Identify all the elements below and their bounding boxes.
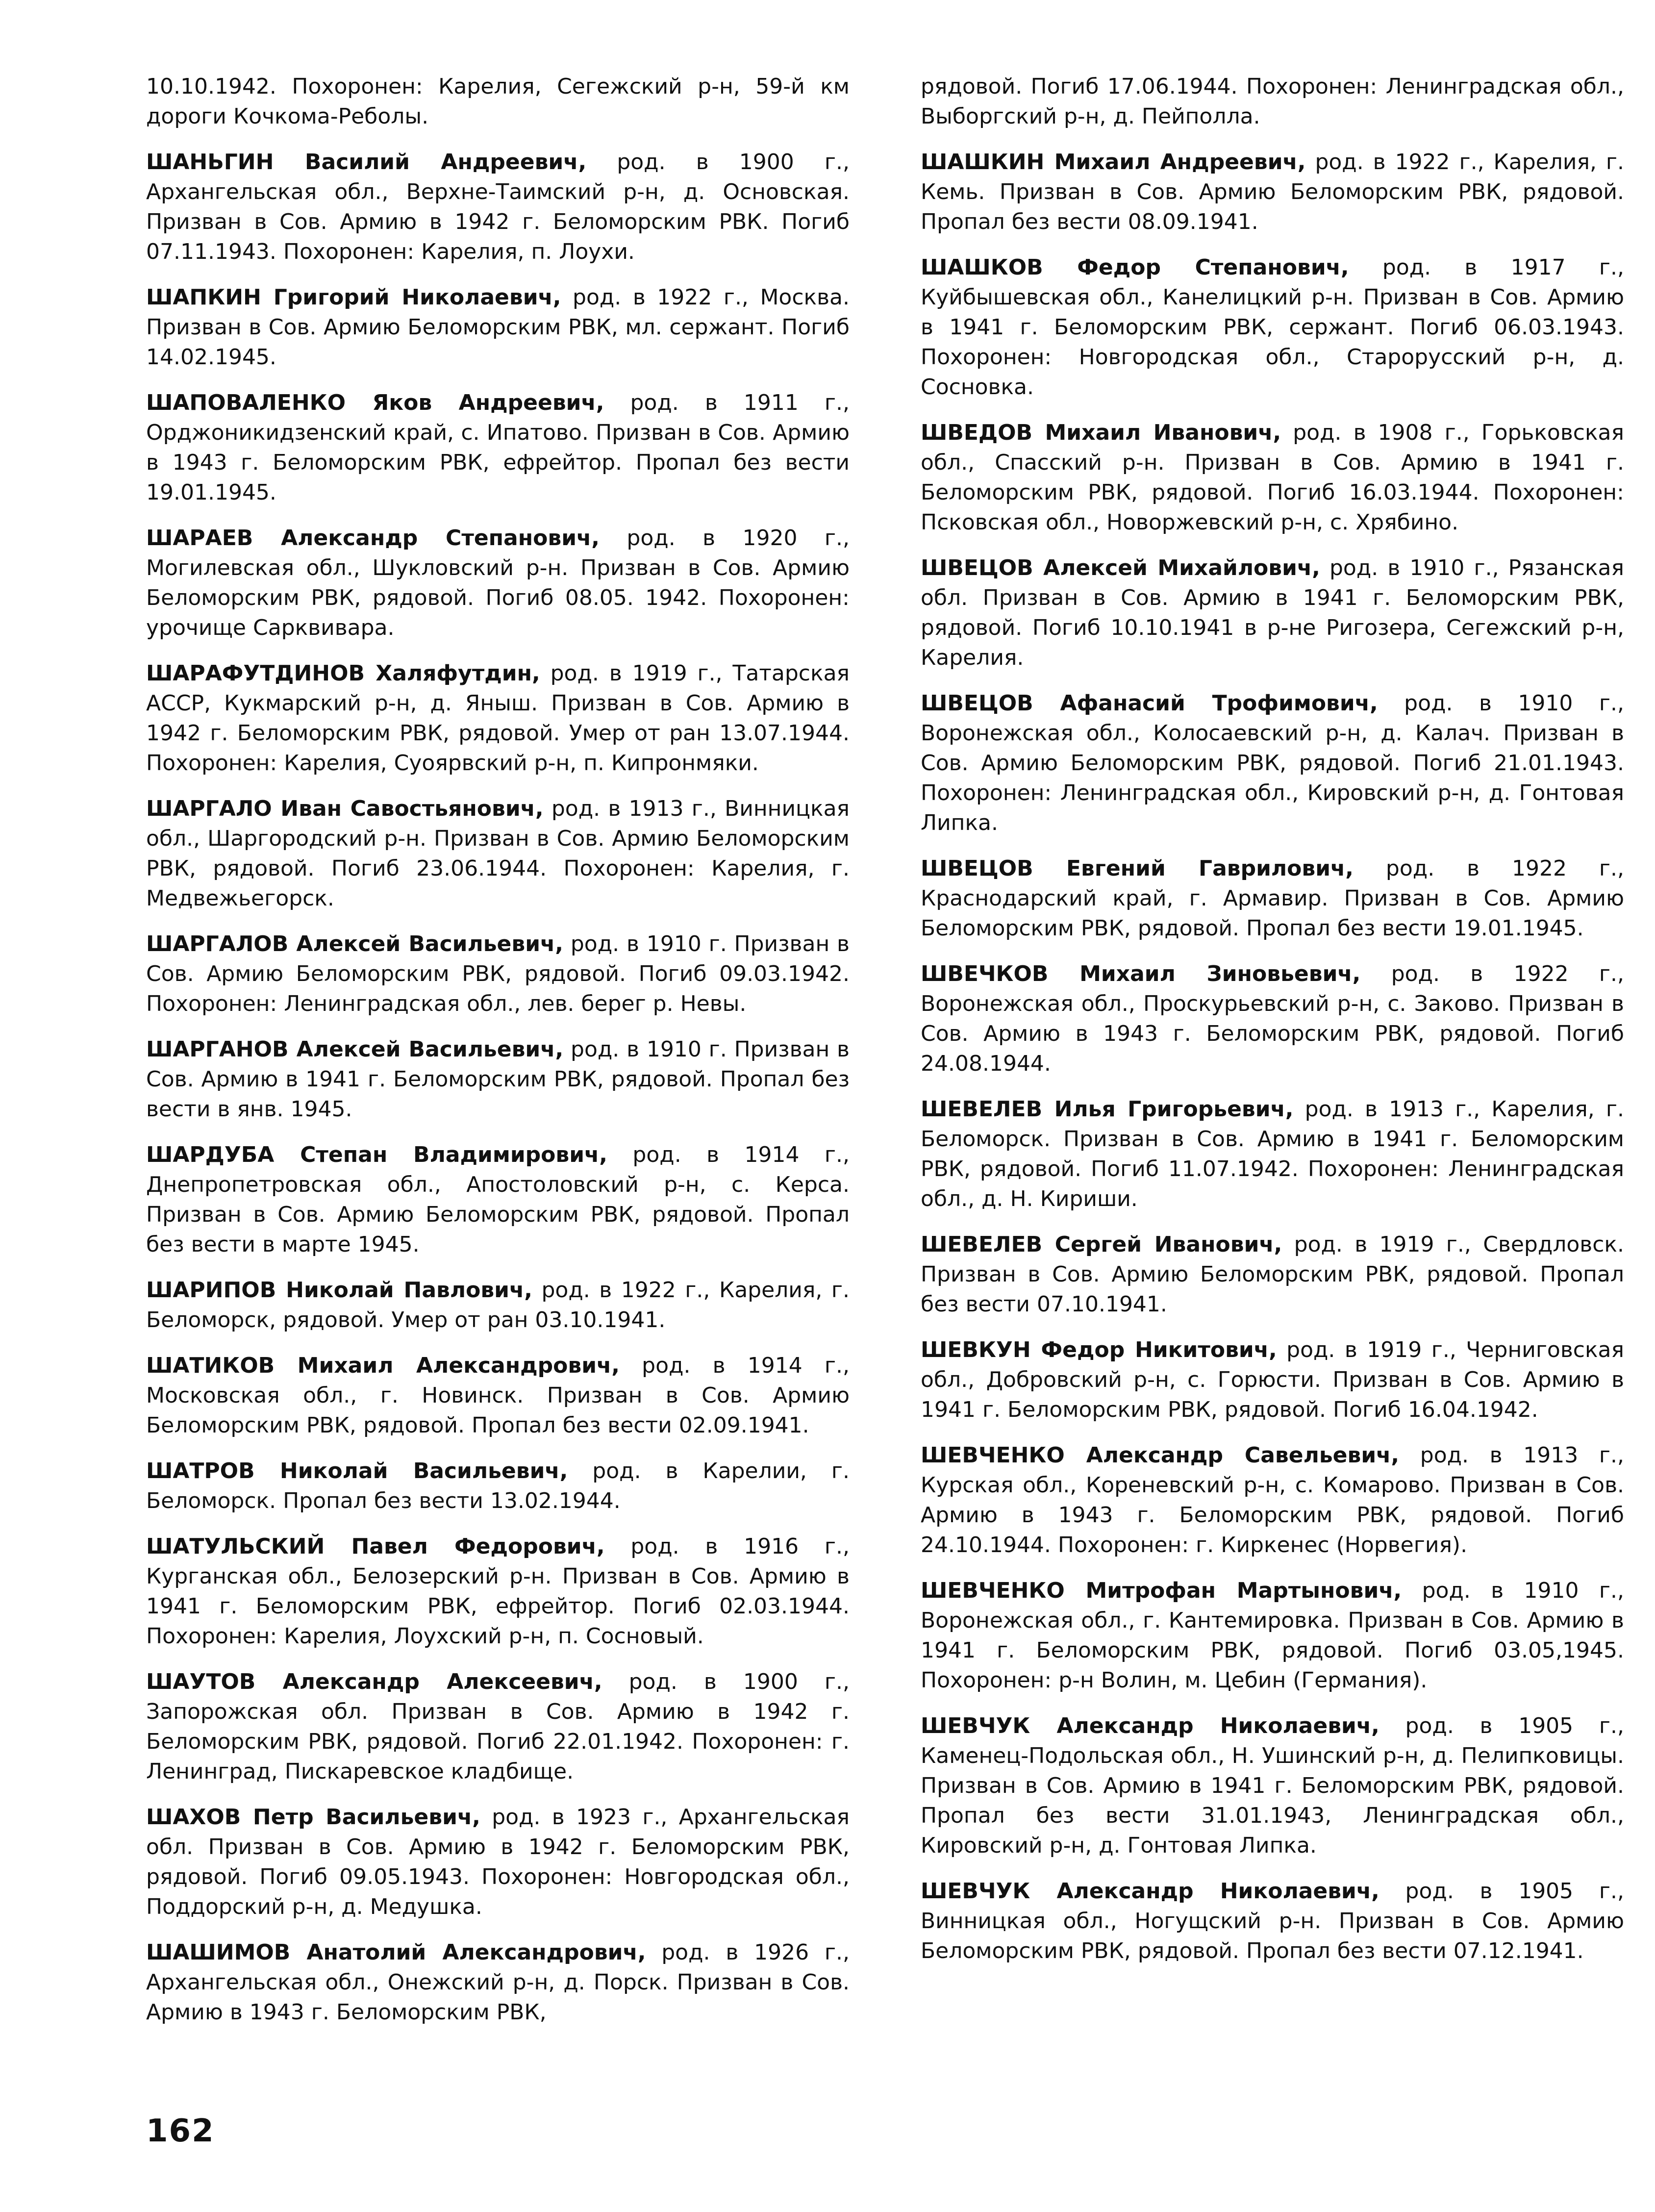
entry-text: род. в 1920 г., Могилевская обл., Шукловский р-н. Призван в Сов. Армию Беломорским РВК, рядовой. Погиб 08.05. 1942. Похоронен: урочище Сарквивара.	[146, 526, 850, 640]
entry	[146, 523, 850, 643]
entry-name: ШАПОВАЛЕНКО Яков Андреевич,	[146, 390, 604, 415]
entry	[146, 1667, 850, 1786]
entry	[921, 1230, 1624, 1319]
entry-text: род. в 1919 г., Свердловск. Призван в Сов. Армию Беломорским РВК, рядовой. Пропал без вести 07.10.1941.	[921, 1232, 1624, 1317]
entry-name: ШЕВЕЛЕВ Сергей Иванович,	[921, 1232, 1282, 1257]
right-column	[921, 72, 1624, 1982]
entry-text: род. в 1922 г., Краснодарский край, г. Армавир. Призван в Сов. Армию Беломорским РВК, рядовой. Пропал без вести 19.01.1945.	[921, 856, 1624, 941]
entry-name: ШЕВЧУК Александр Николаевич,	[921, 1713, 1379, 1738]
entry-text: род. в 1913 г., Винницкая обл., Шаргородский р-н. Призван в Сов. Армию Беломорским РВК, рядовой. Погиб 23.06.1944. Похоронен: Карелия, г. Медвежьегорск.	[146, 796, 850, 911]
entry-text: род. в 1922 г., Воронежская обл., Проскурьевский р-н, с. Заково. Призван в Сов. Армию в 1943 г. Беломорским РВК, рядовой. Погиб 24.08.1944.	[921, 961, 1624, 1076]
entry-name: ШАРАЕВ Александр Степанович,	[146, 526, 600, 551]
entry-text: род. в 1910 г. Призван в Сов. Армию Беломорским РВК, рядовой. Погиб 09.03.1942. Похоронен: Ленинградская обл., лев. берег р. Невы.	[146, 931, 850, 1016]
entry-text: род. в 1923 г., Архангельская обл. Призван в Сов. Армию в 1942 г. Беломорским РВК, рядовой. Погиб 09.05.1943. Похоронен: Новгородская обл., Поддорский р-н, д. Медушка.	[146, 1805, 850, 1919]
entry	[146, 282, 850, 372]
entry	[921, 854, 1624, 943]
page-number: 162	[146, 2113, 215, 2149]
entry-text: род. в 1914 г., Днепропетровская обл., Апостоловский р-н, с. Керса. Призван в Сов. Армию Беломорским РВК, рядовой. Пропал без вести в марте 1945.	[146, 1142, 850, 1257]
entry-name: ШВЕЦОВ Алексей Михайлович,	[921, 555, 1320, 580]
entry-name: ШАТУЛЬСКИЙ Павел Федорович,	[146, 1534, 605, 1559]
entry-name: ШАУТОВ Александр Алексеевич,	[146, 1669, 602, 1694]
entry	[921, 1576, 1624, 1695]
entry-text: 10.10.1942. Похоронен: Карелия, Сегежский р-н, 59-й км дороги Кочкома-Реболы.	[146, 74, 850, 129]
left-column	[146, 72, 850, 2043]
entry-text: род. в 1916 г., Курганская обл., Белозерский р-н. Призван в Сов. Армию в 1941 г. Беломорским РВК, ефрейтор. Погиб 02.03.1944. Похоронен: Карелия, Лоухский р-н, п. Сосновый.	[146, 1534, 850, 1649]
entry	[146, 1456, 850, 1516]
entry-text: род. в 1919 г., Черниговская обл., Добровский р-н, с. Горюсти. Призван в Сов. Армию в 1941 г. Беломорским РВК, рядовой. Погиб 16.04.1942.	[921, 1337, 1624, 1422]
entry-name: ШАХОВ Петр Васильевич,	[146, 1805, 480, 1830]
entry-text: род. в 1910 г., Рязанская обл. Призван в Сов. Армию в 1941 г. Беломорским РВК, рядовой. Погиб 10.10.1941 в р-не Ригозера, Сегежский р-н, Карелия.	[921, 555, 1624, 670]
entry	[921, 688, 1624, 838]
entry	[921, 1876, 1624, 1966]
entry-name: ШАРИПОВ Николай Павлович,	[146, 1278, 532, 1303]
entry-text: род. в 1919 г., Татарская АССР, Кукмарский р-н, д. Яныш. Призван в Сов. Армию в 1942 г. Беломорским РВК, рядовой. Умер от ран 13.07.1944. Похоронен: Карелия, Суоярвский р-н, п. Кипронмяки.	[146, 661, 850, 776]
entry-text: род. в 1926 г., Архангельская обл., Онежский р-н, д. Порск. Призван в Сов. Армию в 1943 г. Беломорским РВК,	[146, 1940, 850, 2025]
entry-text: род. в 1913 г., Карелия, г. Беломорск. Призван в Сов. Армию в 1941 г. Беломорским РВК, рядовой. Погиб 11.07.1942. Похоронен: Ленинградская обл., д. Н. Кириши.	[921, 1097, 1624, 1211]
entry	[921, 1335, 1624, 1425]
entry-text: род. в 1913 г., Курская обл., Кореневский р-н, с. Комарово. Призван в Сов. Армию в 1943 г. Беломорским РВК, рядовой. Погиб 24.10.1944. Похоронен: г. Киркенес (Норвегия).	[921, 1443, 1624, 1558]
entry-name: ШАРГАНОВ Алексей Васильевич,	[146, 1037, 564, 1062]
entry-name: ШАТИКОВ Михаил Александрович,	[146, 1353, 620, 1378]
entry-name: ШВЕЧКОВ Михаил Зиновьевич,	[921, 961, 1361, 986]
entry	[146, 147, 850, 267]
entry	[146, 794, 850, 913]
entry-name: ШЕВЧЕНКО Александр Савельевич,	[921, 1443, 1400, 1468]
entry	[921, 553, 1624, 673]
entry-text: род. в 1905 г., Винницкая обл., Ногущский р-н. Призван в Сов. Армию Беломорским РВК, рядовой. Пропал без вести 07.12.1941.	[921, 1879, 1624, 1963]
entry	[146, 1532, 850, 1651]
entry	[921, 418, 1624, 537]
entry-text: род. в Карелии, г. Беломорск. Пропал без вести 13.02.1944.	[146, 1458, 850, 1513]
entry	[921, 1711, 1624, 1860]
entry-name: ШВЕЦОВ Евгений Гаврилович,	[921, 856, 1354, 881]
entry-text: род. в 1910 г., Воронежская обл., Колосаевский р-н, д. Калач. Призван в Сов. Армию Беломорским РВК, рядовой. Погиб 21.01.1943. Похоронен: Ленинградская обл., Кировский р-н, д. Гонтовая Липка.	[921, 691, 1624, 835]
entry	[146, 72, 850, 131]
entry-name: ШАШИМОВ Анатолий Александрович,	[146, 1940, 646, 1965]
entry-name: ШАПКИН Григорий Николаевич,	[146, 285, 561, 310]
entry-name: ШАНЬГИН Василий Андреевич,	[146, 150, 587, 175]
entry-text: род. в 1900 г., Архангельская обл., Верхне-Таимский р-н, д. Основская. Призван в Сов. Армию в 1942 г. Беломорским РВК. Погиб 07.11.1943. Похоронен: Карелия, п. Лоухи.	[146, 150, 850, 264]
entry-name: ШЕВЧУК Александр Николаевич,	[921, 1879, 1379, 1904]
entry-name: ШАРДУБА Степан Владимирович,	[146, 1142, 607, 1167]
entry-name: ШЕВЕЛЕВ Илья Григорьевич,	[921, 1097, 1294, 1122]
entry	[146, 1275, 850, 1335]
entry-name: ШВЕЦОВ Афанасий Трофимович,	[921, 691, 1378, 716]
entry	[146, 388, 850, 507]
entry-text: род. в 1914 г., Московская обл., г. Новинск. Призван в Сов. Армию Беломорским РВК, рядовой. Пропал без вести 02.09.1941.	[146, 1353, 850, 1438]
entry-name: ШВЕДОВ Михаил Иванович,	[921, 420, 1281, 445]
entry	[921, 72, 1624, 131]
entry-name: ШЕВЧЕНКО Митрофан Мартынович,	[921, 1578, 1402, 1603]
entry-text: род. в 1917 г., Куйбышевская обл., Канелицкий р-н. Призван в Сов. Армию в 1941 г. Беломорским РВК, сержант. Погиб 06.03.1943. Похоронен: Новгородская обл., Старорусский р-н, д. Сосновка.	[921, 255, 1624, 400]
entry-text: род. в 1922 г., Карелия, г. Кемь. Призван в Сов. Армию Беломорским РВК, рядовой. Пропал без вести 08.09.1941.	[921, 150, 1624, 234]
entry-name: ШАТРОВ Николай Васильевич,	[146, 1458, 568, 1483]
entry	[146, 929, 850, 1019]
entry	[921, 959, 1624, 1079]
entry-name: ШЕВКУН Федор Никитович,	[921, 1337, 1277, 1362]
entry-name: ШАРГАЛОВ Алексей Васильевич,	[146, 931, 563, 956]
entry	[921, 252, 1624, 402]
entry	[921, 1440, 1624, 1560]
entry-text: рядовой. Погиб 17.06.1944. Похоронен: Ленинградская обл., Выборгский р-н, д. Пейполла.	[921, 74, 1624, 129]
entry	[146, 658, 850, 778]
entry	[146, 1351, 850, 1440]
entry-text: род. в 1922 г., Москва. Призван в Сов. Армию Беломорским РВК, мл. сержант. Погиб 14.02.1945.	[146, 285, 850, 370]
entry-name: ШАШКИН Михаил Андреевич,	[921, 150, 1306, 175]
entry-text: род. в 1900 г., Запорожская обл. Призван в Сов. Армию в 1942 г. Беломорским РВК, рядовой. Погиб 22.01.1942. Похоронен: г. Ленинград, Пискаревское кладбище.	[146, 1669, 850, 1784]
entry-text: род. в 1910 г. Призван в Сов. Армию в 1941 г. Беломорским РВК, рядовой. Пропал без вести в янв. 1945.	[146, 1037, 850, 1122]
entry-name: ШАШКОВ Федор Степанович,	[921, 255, 1349, 280]
entry-text: род. в 1908 г., Горьковская обл., Спасский р-н. Призван в Сов. Армию в 1941 г. Беломорским РВК, рядовой. Погиб 16.03.1944. Похоронен: Псковская обл., Новоржевский р-н, с. Хрябино.	[921, 420, 1624, 535]
entry-text: род. в 1905 г., Каменец-Подольская обл., Н. Ушинский р-н, д. Пелипковицы. Призван в Сов. Армию в 1941 г. Беломорским РВК, рядовой. Пропал без вести 31.01.1943, Ленинградская обл., Кировский р-н, д. Гонтовая Липка.	[921, 1713, 1624, 1858]
entry	[146, 1937, 850, 2027]
entry-text: род. в 1910 г., Воронежская обл., г. Кантемировка. Призван в Сов. Армию в 1941 г. Беломорским РВК, рядовой. Погиб 03.05,1945. Похоронен: р-н Волин, м. Цебин (Германия).	[921, 1578, 1624, 1693]
entry-name: ШАРГАЛО Иван Савостьянович,	[146, 796, 544, 821]
entry-text: род. в 1911 г., Орджоникидзенский край, с. Ипатово. Призван в Сов. Армию в 1943 г. Беломорским РВК, ефрейтор. Пропал без вести 19.01.1945.	[146, 390, 850, 505]
entry-name: ШАРАФУТДИНОВ Халяфутдин,	[146, 661, 540, 686]
entry-text: род. в 1922 г., Карелия, г. Беломорск, рядовой. Умер от ран 03.10.1941.	[146, 1278, 850, 1332]
entry	[146, 1034, 850, 1124]
entry	[146, 1140, 850, 1259]
entry	[921, 147, 1624, 237]
entry	[146, 1802, 850, 1922]
entry	[921, 1094, 1624, 1214]
